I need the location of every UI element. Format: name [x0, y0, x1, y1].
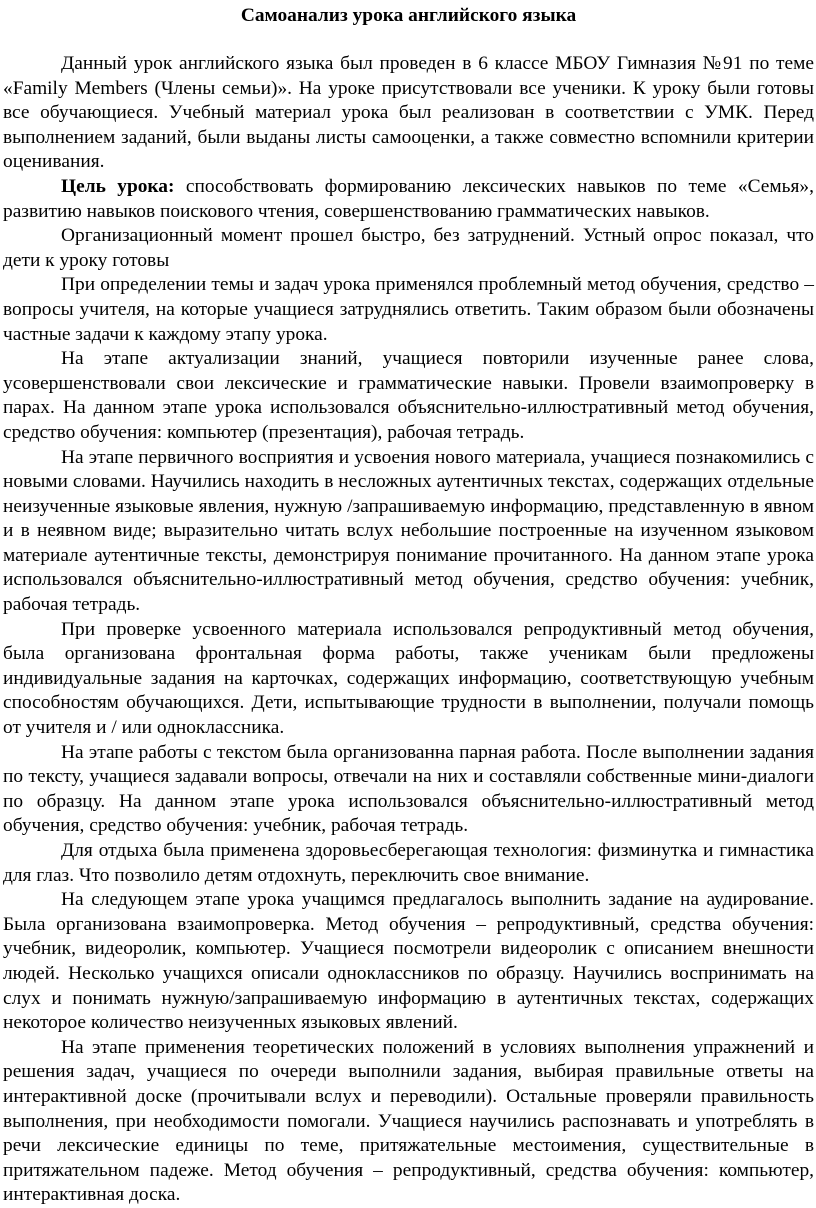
paragraph-text: При проверке усвоенного материала использовался репродуктивный метод обучения, была организована фронтальная форма работы, также ученикам были предложены индивидуальные задания на карточках, содержащих информацию, соответствующую учебным способностям обучающихся. Дети, испытывающие трудности в выполнении, получали помощь от учителя и / или одноклассника. — [3, 618, 814, 739]
paragraph-text-work — [3, 741, 814, 839]
document-title: Самоанализ урока английского языка — [240, 5, 577, 26]
paragraph-text: Организационный момент прошел быстро, без затруднений. Устный опрос показал, что дети к уроку готовы — [3, 225, 814, 271]
paragraph-goal — [3, 175, 814, 224]
paragraph-text: При определении темы и задач урока применялся проблемный метод обучения, средство – вопросы учителя, на которые учащиеся затруднялись ответить. Таким образом были обозначены частные задачи к каждому этапу урока. — [3, 274, 814, 345]
paragraph-topic-definition — [3, 273, 814, 347]
paragraph-text: На следующем этапе урока учащимся предлагалось выполнить задание на аудирование. Была организована взаимопроверка. Метод обучения – репродуктивный, средства обучения: учебник, видеоролик, компьютер. Учащиеся посмотрели видеоролик с описанием внешности людей. Несколько учащихся описали одноклассников по образцу. Научились воспринимать на слух и понимать нужную/запрашиваемую информацию в аутентичных текстах, содержащих некоторое количество неизученных языковых явлений. — [3, 889, 814, 1034]
paragraph-material-check — [3, 618, 814, 741]
paragraph-knowledge-update — [3, 347, 814, 445]
paragraph-text: Для отдыха была применена здоровьесберегающая технология: физминутка и гимнастика для глаз. Что позволило детям отдохнуть, переключить свое внимание. — [3, 840, 814, 886]
paragraph-listening — [3, 888, 814, 1036]
paragraph-rest — [3, 839, 814, 888]
paragraph-text: способствовать формированию лексических навыков по теме «Семья», развитию навыков поискового чтения, совершенствованию грамматических навыков. — [3, 175, 814, 222]
paragraph-organizational — [3, 224, 814, 273]
goal-label: Цель урока: — [61, 175, 175, 197]
paragraph-text: Данный урок английского языка был проведен в 6 классе МБОУ Гимназия №91 по теме «Family Members (Члены семьи)». На уроке присутствовали все ученики. К уроку были готовы все обучающиеся. Учебный материал урока был реализован в соответствии с УМК. Перед выполнением заданий, были выданы листы самооценки, а также совместно вспомнили критерии оценивания. — [3, 53, 814, 173]
paragraph-intro — [3, 52, 814, 175]
paragraph-text: На этапе первичного восприятия и усвоения нового материала, учащиеся познакомились с новыми словами. Научились находить в несложных аутентичных текстах, содержащих отдельные неизученные языковые явления, нужную /запрашиваемую информацию, представленную в явном и в неявном виде; выразительно читать вслух небольшие построенные на изученном языковом материале аутентичные тексты, демонстрируя понимание прочитанного. На данном этапе урока использовался объяснительно-иллюстративный метод обучения, средство обучения: учебник, рабочая тетрадь. — [3, 446, 814, 616]
paragraph-text: На этапе актуализации знаний, учащиеся повторили изученные ранее слова, усовершенствовали свои лексические и грамматические навыки. Провели взаимопроверку в парах. На данном этапе урока использовался объяснительно-иллюстративный метод обучения, средство обучения: компьютер (презентация), рабочая тетрадь. — [3, 348, 814, 443]
paragraph-application — [3, 1036, 814, 1208]
paragraph-text: На этапе применения теоретических положений в условиях выполнения упражнений и решения задач, учащиеся по очереди выполнили задания, выбирая правильные ответы на интерактивной доске (прочитывали вслух и переводили). Остальные проверяли правильность выполнения, при необходимости помогали. Учащиеся научились распознавать и употреблять в речи лексические единицы по теме, притяжательные местоимения, существительные в притяжательном падеже. Метод обучения – репродуктивный, средства обучения: компьютер, интерактивная доска. — [3, 1036, 814, 1206]
paragraph-text: На этапе работы с текстом была организованна парная работа. После выполнении задания по тексту, учащиеся задавали вопросы, отвечали на них и составляли собственные мини-диалоги по образцу. На данном этапе урока использовался объяснительно-иллюстративный метод обучения, средство обучения: учебник, рабочая тетрадь. — [3, 741, 814, 837]
paragraph-new-material — [3, 446, 814, 618]
